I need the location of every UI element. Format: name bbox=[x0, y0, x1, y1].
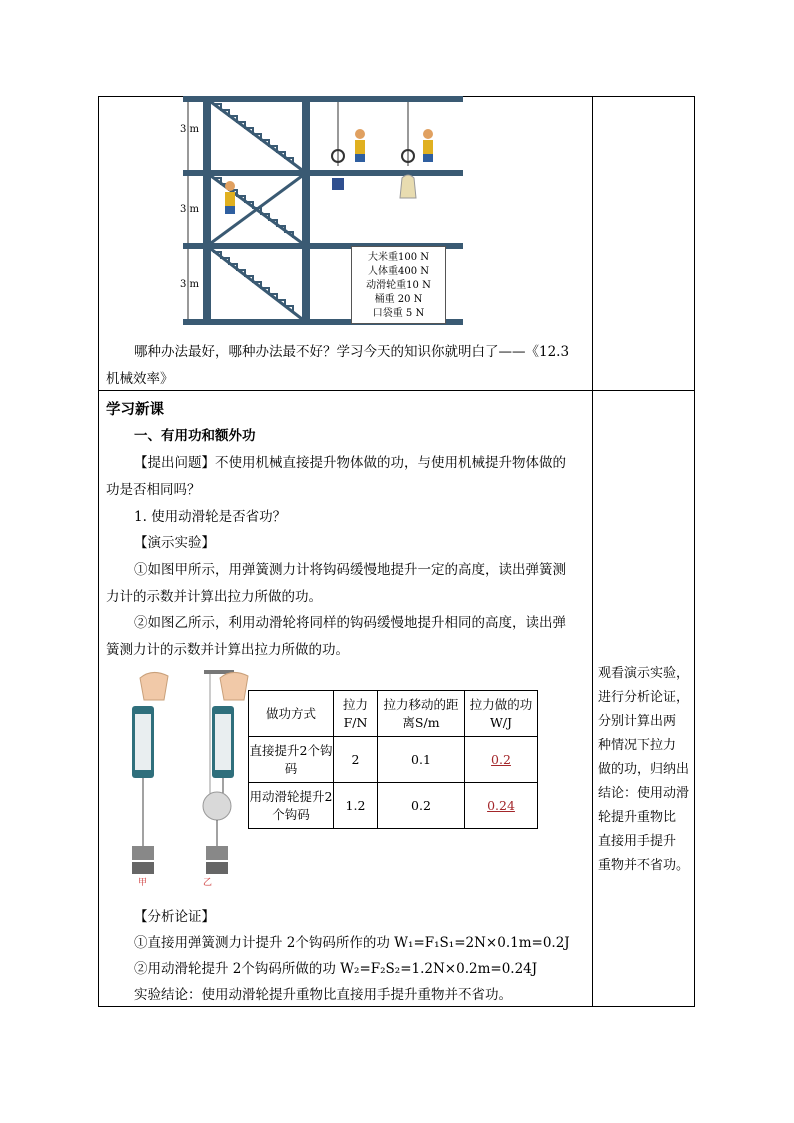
height-label-2: 3 m bbox=[180, 204, 200, 215]
question-line-2: 功是否相同吗？ bbox=[106, 482, 201, 498]
cell-force: 2 bbox=[334, 737, 378, 783]
intro-line-2: 机械效率》 bbox=[106, 371, 174, 387]
item-1: 1. 使用动滑轮是否省功？ bbox=[134, 509, 287, 525]
demo2-line-2: 簧测力计的示数并计算出拉力所做的功。 bbox=[106, 642, 349, 658]
weight-legend bbox=[351, 246, 446, 324]
analysis-1: ①直接用弹簧测力计提升 2个钩码所作的功 W₁=F₁S₁=2N×0.1m=0.2J bbox=[134, 935, 570, 951]
table-row bbox=[249, 783, 538, 829]
intro-line-1: 哪种办法最好，哪种办法最不好？学习今天的知识你就明白了——《12.3 bbox=[134, 344, 570, 360]
weight-person: 人体重400 N bbox=[367, 266, 429, 277]
column-divider bbox=[592, 96, 593, 1007]
question-line-1: 【提出问题】不使用机械直接提升物体做的功，与使用机械提升物体做的 bbox=[134, 455, 566, 471]
lesson-table bbox=[98, 96, 695, 1007]
weight-rice: 大米重100 N bbox=[367, 252, 429, 263]
cell-work bbox=[465, 783, 538, 829]
side-note-line: 种情况下拉力 bbox=[598, 738, 677, 753]
analysis-2: ②用动滑轮提升 2个钩码所做的功 W₂=F₂S₂=1.2N×0.2m=0.24J bbox=[134, 961, 538, 977]
cell-force: 1.2 bbox=[334, 783, 378, 829]
fig-label-yi: 乙 bbox=[203, 878, 213, 888]
fig-label-jia: 甲 bbox=[138, 878, 148, 888]
conclusion: 实验结论：使用动滑轮提升重物比直接用手提升重物并不省功。 bbox=[134, 987, 512, 1003]
side-note-line: 分别计算出两 bbox=[598, 714, 677, 729]
demo-title: 【演示实验】 bbox=[134, 535, 215, 551]
side-note-line: 结论：使用动滑 bbox=[598, 786, 690, 801]
work-value: 0.24 bbox=[487, 797, 515, 813]
header-method: 做功方式 bbox=[249, 691, 334, 737]
row-divider bbox=[98, 390, 695, 391]
cell-distance: 0.1 bbox=[378, 737, 465, 783]
header-work: 拉力做的功W/J bbox=[465, 691, 538, 737]
side-note-line: 做的功，归纳出 bbox=[598, 762, 690, 777]
side-note-line: 直接用手提升 bbox=[598, 834, 677, 849]
demo1-line-2: 力计的示数并计算出拉力所做的功。 bbox=[106, 589, 322, 605]
demo1-line-1: ①如图甲所示，用弹簧测力计将钩码缓慢地提升一定的高度，读出弹簧测 bbox=[134, 562, 566, 578]
side-note-line: 进行分析论证， bbox=[598, 690, 690, 705]
header-force: 拉力F/N bbox=[334, 691, 378, 737]
header-distance: 拉力移动的距离S/m bbox=[378, 691, 465, 737]
side-note-line: 轮提升重物比 bbox=[598, 810, 677, 825]
data-table bbox=[248, 690, 538, 829]
demo2-line-1: ②如图乙所示，利用动滑轮将同样的钩码缓慢地提升相同的高度，读出弹 bbox=[134, 615, 566, 631]
cell-method: 用动滑轮提升2个钩码 bbox=[249, 783, 334, 829]
cell-work bbox=[465, 737, 538, 783]
section-heading: 学习新课 bbox=[106, 402, 164, 418]
table-row bbox=[249, 737, 538, 783]
side-note bbox=[598, 662, 690, 878]
height-label-1: 3 m bbox=[180, 124, 200, 135]
cell-distance: 0.2 bbox=[378, 783, 465, 829]
weight-pulley: 动滑轮重10 N bbox=[366, 280, 431, 291]
analysis-title: 【分析论证】 bbox=[134, 909, 215, 925]
subheading: 一、有用功和额外功 bbox=[134, 428, 256, 444]
work-value: 0.2 bbox=[491, 751, 511, 767]
height-label-3: 3 m bbox=[180, 279, 200, 290]
side-note-line: 重物并不省功。 bbox=[598, 858, 690, 873]
side-note-line: 观看演示实验， bbox=[598, 666, 690, 681]
weight-bucket: 桶重 20 N bbox=[374, 294, 423, 305]
spring-scale-figure bbox=[122, 668, 252, 888]
cell-method: 直接提升2个钩码 bbox=[249, 737, 334, 783]
weight-bag: 口袋重 5 N bbox=[372, 308, 425, 319]
